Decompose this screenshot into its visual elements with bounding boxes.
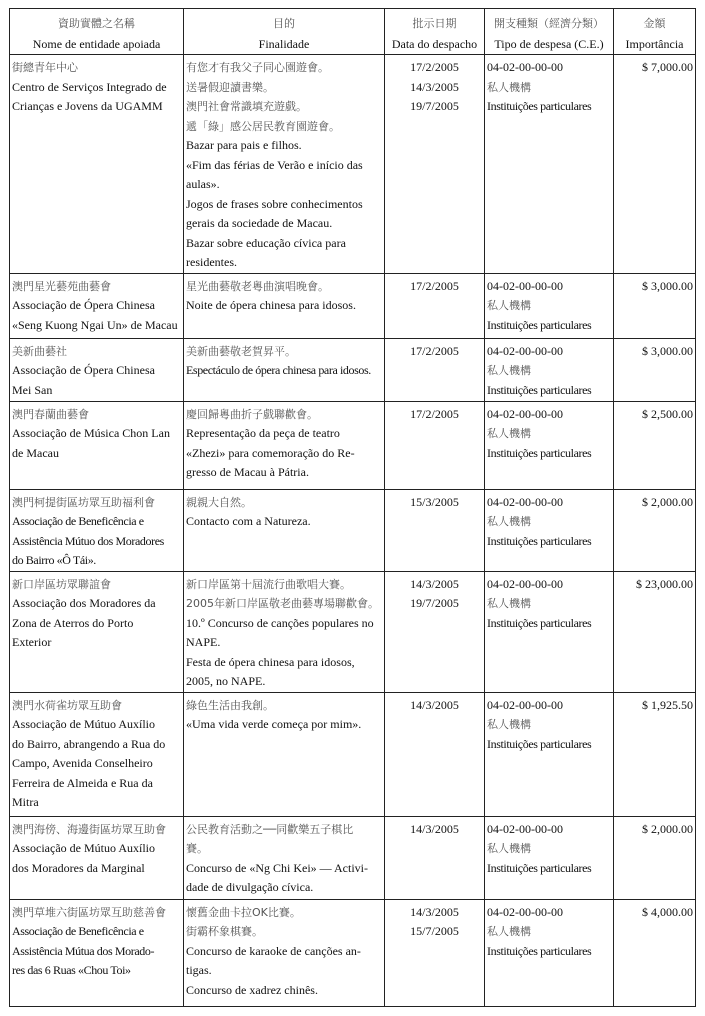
expense-type-pt: Instituições particulares <box>487 317 592 332</box>
entity-name-zh: 澳門柯提街區坊眾互助福利會 <box>12 495 155 509</box>
amount: $ 3,000.00 <box>642 343 693 358</box>
dispatch-date: 14/3/2005 <box>410 576 459 591</box>
header-date-pt: Data do despacho <box>391 36 478 51</box>
dispatch-date: 15/7/2005 <box>410 924 459 938</box>
header-purpose-pt: Finalidade <box>258 36 310 51</box>
date-cell <box>385 401 485 489</box>
date-cell <box>385 273 485 338</box>
purpose-zh-line: 街霸杯象棋賽。 <box>186 925 263 938</box>
purpose-cell <box>184 338 385 401</box>
entity-cell <box>10 571 184 692</box>
expense-code: 04-02-00-00-00 <box>487 494 563 509</box>
entity-name-pt-line: Associação dos Moradores da <box>12 596 156 610</box>
dispatch-date: 14/3/2005 <box>410 79 459 94</box>
entity-name-pt-line: Ferreira de Almeida e Rua da <box>12 775 153 790</box>
table-row <box>10 338 696 401</box>
purpose-pt-line: Concurso de «Ng Chi Kei» — Activi- <box>186 860 368 875</box>
expense-type-pt: Instituições particulares <box>487 382 592 397</box>
amount-cell <box>614 401 696 489</box>
entity-name-pt-line: Associação de Mútuo Auxílio <box>12 717 155 731</box>
purpose-pt-line: «Fim das férias de Verão e início das <box>186 157 363 172</box>
entity-name-pt-line: Associação de Ópera Chinesa <box>12 363 155 377</box>
entity-name-pt-line: Crianças e Jovens da UGAMM <box>12 99 163 113</box>
entity-cell <box>10 489 184 571</box>
amount-cell <box>614 489 696 571</box>
dispatch-date: 19/7/2005 <box>410 596 459 610</box>
purpose-pt-line: Noite de ópera chinesa para idosos. <box>186 298 356 312</box>
entity-name-pt-line: Assistência Mútua dos Morado- <box>12 943 155 958</box>
dispatch-date: 14/3/2005 <box>410 904 459 919</box>
purpose-pt-line: dade de divulgação cívica. <box>186 880 314 894</box>
expense-type-cell <box>485 273 614 338</box>
date-cell <box>385 55 485 274</box>
purpose-pt-line: 10.º Concurso de canções populares no <box>186 615 374 630</box>
entity-cell <box>10 692 184 816</box>
dispatch-date: 19/7/2005 <box>410 99 459 113</box>
purpose-pt-line: Contacto com a Natureza. <box>186 514 311 528</box>
entity-name-pt-line: de Macau <box>12 445 59 460</box>
purpose-pt-line: Jogos de frases sobre conhecimentos <box>186 196 363 211</box>
expense-type-zh: 私人機構 <box>487 299 531 312</box>
entity-name-zh: 澳門星光藝苑曲藝會 <box>12 279 111 293</box>
amount: $ 3,000.00 <box>642 278 693 293</box>
entity-name-pt-line: Associação de Ópera Chinesa <box>12 298 155 312</box>
expense-type-pt: Instituições particulares <box>487 99 592 113</box>
header-amount <box>614 9 696 55</box>
entity-cell <box>10 816 184 899</box>
purpose-zh-line: 2005年新口岸區敬老曲藝專場聯歡會。 <box>186 597 379 610</box>
dispatch-date: 15/3/2005 <box>410 494 459 509</box>
entity-name-pt-line: res das 6 Ruas «Chou Toi» <box>12 963 131 977</box>
table-row <box>10 571 696 692</box>
purpose-zh-line: 慶回歸粵曲折子戲聯歡會。 <box>186 407 318 421</box>
expense-type-zh: 私人機構 <box>487 364 531 377</box>
expense-code: 04-02-00-00-00 <box>487 697 563 712</box>
expense-type-pt: Instituições particulares <box>487 533 592 548</box>
entity-name-pt-line: Exterior <box>12 635 52 649</box>
purpose-zh-line: 綠色生活由我創。 <box>186 698 274 712</box>
purpose-cell <box>184 571 385 692</box>
table-row <box>10 273 696 338</box>
expense-type-zh: 私人機構 <box>487 80 531 94</box>
header-date <box>385 9 485 55</box>
header-expense-type-zh: 開支種類（經濟分類） <box>494 17 604 30</box>
entity-cell <box>10 338 184 401</box>
amount-cell <box>614 273 696 338</box>
purpose-pt-line: Espectáculo de ópera chinesa para idosos. <box>186 363 371 377</box>
expense-type-cell <box>485 899 614 1006</box>
expense-code: 04-02-00-00-00 <box>487 278 563 293</box>
expense-type-zh: 私人機構 <box>487 515 531 528</box>
dispatch-date: 14/3/2005 <box>410 697 459 712</box>
entity-name-pt-line: Centro de Serviços Integrado de <box>12 79 167 94</box>
entity-name-pt-line: dos Moradores da Marginal <box>12 860 145 875</box>
date-cell <box>385 899 485 1006</box>
amount: $ 2,000.00 <box>642 821 693 836</box>
purpose-pt-line: Bazar sobre educação cívica para <box>186 235 346 250</box>
purpose-cell <box>184 692 385 816</box>
table-row <box>10 401 696 489</box>
purpose-pt-line: Concurso de xadrez chinês. <box>186 982 318 997</box>
amount: $ 2,000.00 <box>642 494 693 509</box>
expense-type-cell <box>485 571 614 692</box>
purpose-cell <box>184 273 385 338</box>
header-expense-type <box>485 9 614 55</box>
purpose-pt-line: gresso de Macau à Pátria. <box>186 465 309 479</box>
purpose-zh-line: 有您才有我父子同心園遊會。 <box>186 61 329 74</box>
dispatch-date: 17/2/2005 <box>410 343 459 358</box>
purpose-pt-line: gerais da sociedade de Macau. <box>186 216 333 230</box>
purpose-zh-line: 星光曲藝敬老粵曲演唱晚會。 <box>186 279 329 293</box>
table-row <box>10 816 696 899</box>
expense-type-cell <box>485 338 614 401</box>
amount: $ 23,000.00 <box>636 576 693 591</box>
purpose-pt-line: «Uma vida verde começa por mim». <box>186 717 362 731</box>
amount: $ 1,925.50 <box>642 697 693 712</box>
expense-type-zh: 私人機構 <box>487 925 531 938</box>
entity-name-pt-line: Mitra <box>12 795 39 809</box>
entity-name-pt-line: Associação de Música Chon Lan <box>12 426 170 440</box>
purpose-pt-line: tigas. <box>186 963 212 977</box>
expense-type-pt: Instituições particulares <box>487 736 592 751</box>
purpose-zh-line: 澳門社會常識填充遊戲。 <box>186 100 307 113</box>
header-name <box>10 9 184 55</box>
purpose-zh-line: 親親大自然。 <box>186 495 252 509</box>
table-row <box>10 55 696 274</box>
purpose-cell <box>184 55 385 274</box>
purpose-zh-line: 送暑假迎讀書樂。 <box>186 80 274 94</box>
entity-name-zh: 美新曲藝社 <box>12 344 67 358</box>
dispatch-date: 17/2/2005 <box>410 60 459 74</box>
purpose-pt-line: «Zhezi» para comemoração do Re- <box>186 445 355 460</box>
expense-type-pt: Instituições particulares <box>487 860 592 875</box>
entity-name-zh: 澳門春蘭曲藝會 <box>12 407 89 421</box>
amount: $ 4,000.00 <box>642 904 693 919</box>
purpose-pt-line: aulas». <box>186 177 220 191</box>
date-cell <box>385 816 485 899</box>
dispatch-date: 17/2/2005 <box>410 278 459 293</box>
purpose-pt-line: residentes. <box>186 255 237 269</box>
entity-name-pt-line: Associação de Beneficência e <box>12 514 144 528</box>
expense-type-pt: Instituições particulares <box>487 943 592 958</box>
purpose-pt-line: Representação da peça de teatro <box>186 426 340 440</box>
table-row <box>10 489 696 571</box>
date-cell <box>385 571 485 692</box>
entity-cell <box>10 401 184 489</box>
subsidy-table <box>9 8 696 1007</box>
expense-code: 04-02-00-00-00 <box>487 343 563 358</box>
purpose-cell <box>184 489 385 571</box>
purpose-pt-line: Festa de ópera chinesa para idosos, <box>186 654 355 669</box>
purpose-cell <box>184 816 385 899</box>
header-name-pt: Nome de entidade apoiada <box>32 36 161 51</box>
header-date-zh: 批示日期 <box>412 17 457 30</box>
purpose-pt-line: Bazar para pais e filhos. <box>186 138 302 152</box>
expense-type-pt: Instituições particulares <box>487 615 592 630</box>
expense-type-zh: 私人機構 <box>487 597 531 610</box>
entity-name-pt-line: Zona de Aterros do Porto <box>12 615 134 630</box>
header-purpose-zh: 目的 <box>273 17 295 30</box>
header-purpose <box>184 9 385 55</box>
entity-name-pt-line: «Seng Kuong Ngai Un» de Macau <box>12 317 178 332</box>
header-expense-type-pt: Tipo de despesa (C.E.) <box>494 36 604 51</box>
header-amount-zh: 金額 <box>643 17 666 30</box>
purpose-zh-line: 賽。 <box>186 842 208 855</box>
amount-cell <box>614 816 696 899</box>
entity-name-zh: 澳門海傍、海邊街區坊眾互助會 <box>12 822 166 836</box>
purpose-pt-line: 2005, no NAPE. <box>186 674 266 688</box>
table-row <box>10 692 696 816</box>
expense-code: 04-02-00-00-00 <box>487 576 563 591</box>
purpose-cell <box>184 899 385 1006</box>
date-cell <box>385 692 485 816</box>
purpose-zh-line: 美新曲藝敬老賀昇平。 <box>186 344 296 358</box>
purpose-zh-line: 公民教育活動之──同歡樂五子棋比 <box>186 822 354 836</box>
purpose-zh-line: 新口岸區第十屆流行曲歌唱大賽。 <box>186 577 351 591</box>
entity-name-zh: 新口岸區坊眾聯誼會 <box>12 577 111 591</box>
expense-type-cell <box>485 55 614 274</box>
entity-name-pt-line: do Bairro, abrangendo a Rua do <box>12 736 166 751</box>
amount: $ 2,500.00 <box>642 406 693 421</box>
expense-type-zh: 私人機構 <box>487 718 531 731</box>
date-cell <box>385 489 485 571</box>
dispatch-date: 14/3/2005 <box>410 821 459 836</box>
entity-name-pt-line: Assistência Mútuo dos Moradores <box>12 533 164 548</box>
entity-name-pt-line: Mei San <box>12 382 53 397</box>
dispatch-date: 17/2/2005 <box>410 406 459 421</box>
purpose-zh-line: 懷舊金曲卡拉OK比賽。 <box>186 905 301 919</box>
amount-cell <box>614 692 696 816</box>
entity-cell <box>10 273 184 338</box>
header-amount-pt: Importância <box>625 36 684 51</box>
entity-name-zh: 街總青年中心 <box>12 61 78 74</box>
amount-cell <box>614 338 696 401</box>
entity-name-pt-line: do Bairro «Ô Tái». <box>12 553 96 567</box>
expense-type-cell <box>485 692 614 816</box>
table-row <box>10 899 696 1006</box>
purpose-zh-line: 遞「綠」感公居民教育園遊會。 <box>186 119 340 133</box>
entity-name-pt-line: Associação de Beneficência e <box>12 924 144 938</box>
purpose-pt-line: Concurso de karaoke de canções an- <box>186 943 361 958</box>
amount-cell <box>614 899 696 1006</box>
entity-cell <box>10 899 184 1006</box>
expense-type-cell <box>485 489 614 571</box>
amount: $ 7,000.00 <box>642 60 693 74</box>
entity-cell <box>10 55 184 274</box>
purpose-pt-line: NAPE. <box>186 635 221 649</box>
expense-code: 04-02-00-00-00 <box>487 406 563 421</box>
expense-code: 04-02-00-00-00 <box>487 904 563 919</box>
entity-name-pt-line: Campo, Avenida Conselheiro <box>12 756 153 770</box>
amount-cell <box>614 55 696 274</box>
expense-code: 04-02-00-00-00 <box>487 821 563 836</box>
expense-type-cell <box>485 816 614 899</box>
expense-type-pt: Instituições particulares <box>487 445 592 460</box>
expense-type-cell <box>485 401 614 489</box>
entity-name-pt-line: Associação de Mútuo Auxílio <box>12 841 155 855</box>
header-row <box>10 9 696 55</box>
date-cell <box>385 338 485 401</box>
entity-name-zh: 澳門水荷雀坊眾互助會 <box>12 698 122 712</box>
amount-cell <box>614 571 696 692</box>
expense-code: 04-02-00-00-00 <box>487 60 563 74</box>
entity-name-zh: 澳門草堆六街區坊眾互助慈善會 <box>12 905 166 919</box>
header-name-zh: 資助實體之名稱 <box>58 17 135 30</box>
purpose-cell <box>184 401 385 489</box>
expense-type-zh: 私人機構 <box>487 427 531 440</box>
expense-type-zh: 私人機構 <box>487 842 531 855</box>
